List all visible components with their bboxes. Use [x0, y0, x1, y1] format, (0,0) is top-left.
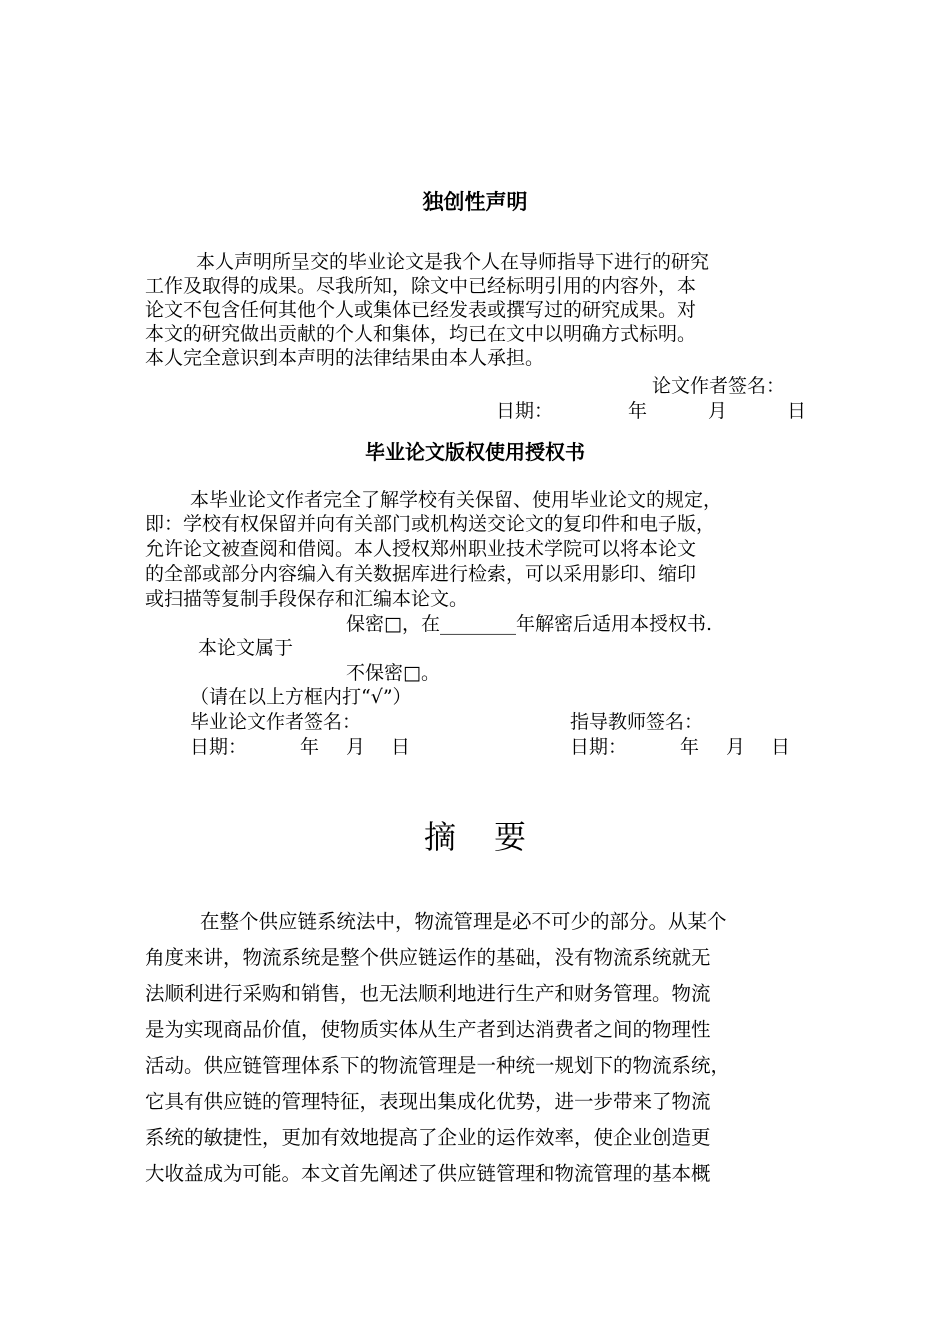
confidential-option: 保密□，在________年解密后适用本授权书. [346, 613, 712, 635]
month-label: 月 [708, 400, 728, 422]
advisor-month-label: 月 [726, 736, 746, 758]
checkbox-instruction: （请在以上方框内打“√”） [190, 686, 412, 708]
declaration-line: 论文不包含任何其他个人或集体已经发表或撰写过的研究成果。对 [145, 299, 697, 321]
abstract-line: 是为实现商品价值，使物质实体从生产者到达消费者之间的物理性 [145, 1018, 711, 1041]
abstract-title: 摘要 [423, 818, 564, 856]
advisor-year-label: 年 [680, 736, 700, 758]
authorization-line: 的全部或部分内容编入有关数据库进行检索，可以采用影印、缩印 [145, 563, 697, 585]
authorization-title: 毕业论文版权使用授权书 [365, 440, 585, 464]
advisor-day-label: 日 [771, 736, 791, 758]
year-label: 年 [628, 400, 648, 422]
thesis-author-signature-label: 毕业论文作者签名： [190, 711, 362, 733]
authorization-line: 允许论文被查阅和借阅。本人授权郑州职业技术学院可以将本论文 [145, 538, 697, 560]
date-label: 日期： [496, 400, 554, 422]
declaration-line: 本人完全意识到本声明的法律结果由本人承担。 [145, 347, 545, 369]
abstract-line: 角度来讲，物流系统是整个供应链运作的基础，没有物流系统就无 [145, 946, 711, 969]
advisor-signature-label: 指导教师签名： [570, 711, 704, 733]
authorization-line: 或扫描等复制手段保存和汇编本论文。 [145, 588, 469, 610]
abstract-line: 它具有供应链的管理特征，表现出集成化优势，进一步带来了物流 [145, 1090, 711, 1113]
abstract-line: 系统的敏捷性，更加有效地提高了企业的运作效率，使企业创造更 [145, 1126, 711, 1149]
abstract-line: 活动。供应链管理体系下的物流管理是一种统一规划下的物流系统， [145, 1054, 731, 1077]
authorization-line: 本毕业论文作者完全了解学校有关保留、使用毕业论文的规定， [190, 489, 723, 511]
declaration-title: 独创性声明 [422, 190, 528, 214]
authorization-line: 即：学校有权保留并向有关部门或机构送交论文的复印件和电子版， [145, 513, 716, 535]
declaration-line: 本文的研究做出贡献的个人和集体，均已在文中以明确方式标明。 [145, 323, 697, 345]
declaration-line: 本人声明所呈交的毕业论文是我个人在导师指导下进行的研究 [196, 251, 710, 273]
declaration-line: 工作及取得的成果。尽我所知，除文中已经标明引用的内容外，本 [145, 275, 697, 297]
advisor-date-label: 日期： [570, 736, 628, 758]
author-date-label: 日期： [190, 736, 248, 758]
author-year-label: 年 [300, 736, 320, 758]
abstract-line: 法顺利进行采购和销售，也无法顺利地进行生产和财务管理。物流 [145, 982, 711, 1005]
author-day-label: 日 [391, 736, 411, 758]
non-confidential-option: 不保密□。 [346, 662, 440, 684]
author-month-label: 月 [346, 736, 366, 758]
abstract-line: 在整个供应链系统法中，物流管理是必不可少的部分。从某个 [200, 910, 727, 933]
day-label: 日 [787, 400, 807, 422]
abstract-line: 大收益成为可能。本文首先阐述了供应链管理和物流管理的基本概 [145, 1162, 711, 1185]
belongs-label: 本论文属于 [198, 637, 294, 659]
author-signature-label: 论文作者签名： [652, 375, 786, 397]
